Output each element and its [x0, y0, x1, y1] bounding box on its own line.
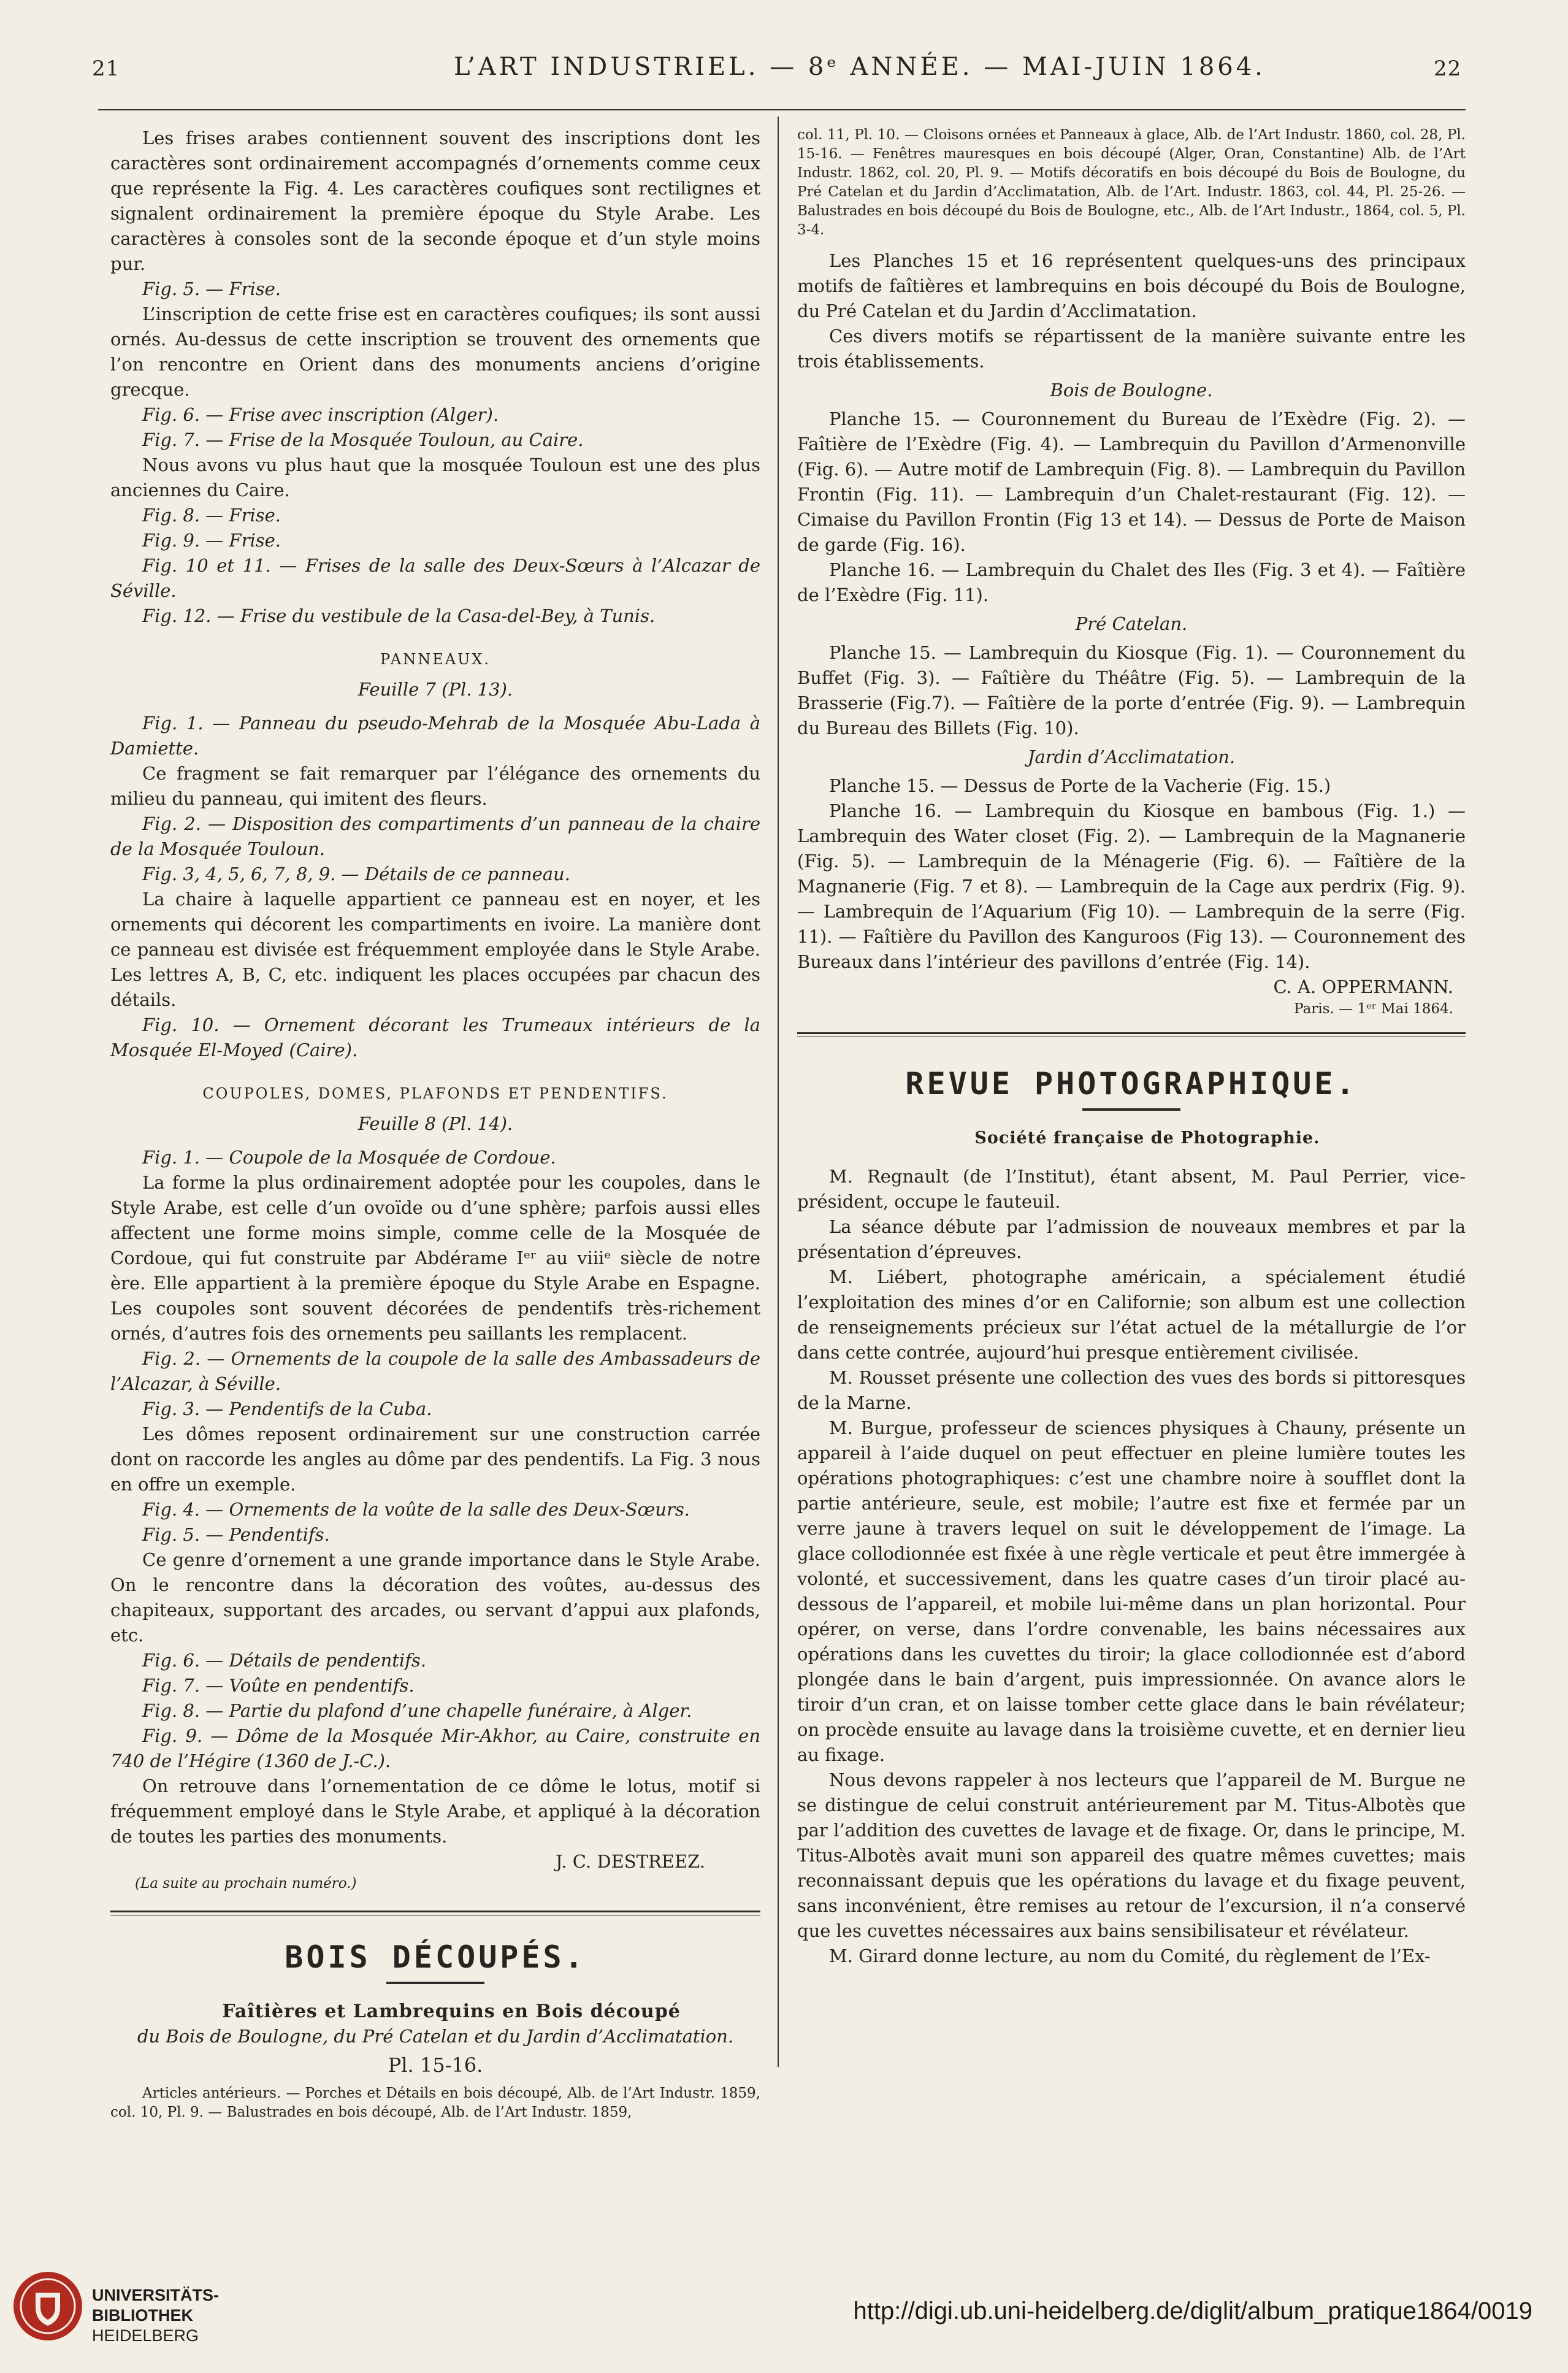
figure-caption: Fig. 6. — Détails de pendentifs.: [142, 1650, 427, 1671]
paragraph: Planche 16. — Lambrequin du Kiosque en bambous (Fig. 1.) — Lambrequin des Water closet (Fig. 2). — Lambrequin de la Magnanerie (Fig. 5). — Lambrequin de la Ménagerie (Fig. 6). — Faîtière de la Magnanerie (Fig. 7 et 8). — Lambrequin de la Cage aux perdrix (Fig. 9). — Lambrequin de l’Aquarium (Fig 10). — Lambrequin de la serre (Fig. 11). — Faîtière du Pavillon des Kanguroos (Fig 13). — Couronnement des Bureaux dans l’intérieur des pavillons d’entrée (Fig. 14).: [797, 800, 1466, 972]
subsection-heading: Pré Catelan.: [1075, 613, 1188, 634]
paragraph: Ce fragment se fait remarquer par l’élégance des ornements du milieu du panneau, qui imitent des ﬂeurs.: [110, 763, 760, 809]
article-subtitle-2: du Bois de Boulogne, du Pré Catelan et du Jardin d’Acclimatation.: [137, 2026, 734, 2047]
figure-caption: Fig. 9. — Frise.: [142, 530, 281, 551]
page-number-right: 22: [1434, 56, 1462, 81]
figure-caption: Fig. 3, 4, 5, 6, 7, 8, 9. — Détails de ce panneau.: [142, 864, 570, 884]
figure-caption: Fig. 1. — Panneau du pseudo-Mehrab de la Mosquée Abu-Lada à Damiette.: [110, 713, 760, 759]
figure-caption: Fig. 7. — Voûte en pendentifs.: [142, 1675, 415, 1696]
plate-reference: Pl. 15-16.: [388, 2053, 483, 2077]
paragraph: Ce genre d’ornement a une grande importance dans le Style Arabe. On le rencontre dans la décoration des voûtes, au-dessus des chapiteaux, supportant des arcades, ou servant d’appui aux plafonds, etc.: [110, 1549, 760, 1646]
article-title: BOIS DÉCOUPÉS.: [285, 1939, 586, 1975]
author-signature: C. A. OPPERMANN.: [1273, 976, 1453, 997]
column-divider: [778, 117, 779, 2067]
title-rule: [386, 1982, 484, 1984]
figure-caption: Fig. 5. — Frise.: [142, 278, 281, 299]
paragraph: M. Girard donne lecture, au nom du Comité, du règlement de l’Ex-: [829, 1946, 1431, 1966]
figure-caption: Fig. 6. — Frise avec inscription (Alger).: [142, 404, 499, 425]
figure-caption: Fig. 10 et 11. — Frises de la salle des Deux-Sœurs à l’Alcazar de Séville.: [110, 555, 760, 601]
dateline: Paris. — 1ᵉʳ Mai 1864.: [1294, 1001, 1453, 1017]
paragraph: M. Burgue, professeur de sciences physiques à Chauny, présente un appareil à l’aide duquel on peut effectuer en pleine lumière toutes les opérations photographiques: c’est une chambre noire à soufﬂet dont la partie antérieure, seule, est mobile; l’autre est ﬁxe et fermée par un verre jaune à travers lequel on suit le développement de l’image. La glace collodionnée est ﬁxée à une règle verticale et peut être immergée à volonté, et successivement, dans les quatre cases d’un tiroir placé au-dessous de l’appareil, et mobile lui-même dans un plan horizontal. Pour opérer, on verse, dans l’ordre convenable, les bains nécessaires aux opérations dans les cuvettes du tiroir; la glace collodionnée est d’abord plongée dans le bain d’argent, puis impressionnée. On avance alors le tiroir d’un cran, et on laisse tomber cette glace dans le bain révélateur; on procède ensuite au lavage dans la troisième cuvette, et en dernier lieu au ﬁxage.: [797, 1417, 1466, 1765]
section-separator: [110, 1911, 760, 1915]
paragraph: L’inscription de cette frise est en caractères couﬁques; ils sont aussi ornés. Au-dessus de cette inscription se trouvent des ornements que l’on rencontre en Orient dans des monuments anciens d’origine grecque.: [110, 304, 760, 400]
section-heading: COUPOLES, DOMES, PLAFONDS ET PENDENTIFS.: [202, 1085, 668, 1102]
library-name-line: BIBLIOTHEK: [92, 2306, 193, 2325]
sheet-label: Feuille 7 (Pl. 13).: [358, 679, 513, 700]
figure-caption: Fig. 3. — Pendentifs de la Cuba.: [142, 1398, 432, 1419]
footer-bar: [0, 2269, 1568, 2373]
running-header: L’ART INDUSTRIEL. — 8ᵉ ANNÉE. — MAI-JUIN 1864.: [454, 53, 1266, 81]
right-column: [797, 126, 1466, 1969]
article-subtitle: Société française de Photographie.: [974, 1129, 1320, 1148]
figure-caption: Fig. 8. — Partie du plafond d’une chapelle funéraire, à Alger.: [142, 1700, 692, 1721]
left-column: [110, 126, 760, 2122]
library-name-line: UNIVERSITÄTS-: [92, 2286, 220, 2304]
permalink-url[interactable]: http://digi.ub.uni-heidelberg.de/diglit/album_pratique1864/0019: [853, 2298, 1532, 2325]
paragraph: M. Regnault (de l’Institut), étant absent, M. Paul Perrier, vice-président, occupe le fauteuil.: [797, 1166, 1466, 1212]
paragraph: La forme la plus ordinairement adoptée pour les coupoles, dans le Style Arabe, est celle d’un ovoïde ou d’une sphère; parfois aussi elles affectent une forme moins simple, comme celle de la Mosquée de Cordoue, qui fut construite par Abdérame Iᵉʳ au viiiᵉ siècle de notre ère. Elle appartient à la première époque du Style Arabe en Espagne. Les coupoles sont souvent décorées de pendentifs très-richement ornés, d’autres fois des ornements peu saillants les remplacent.: [110, 1172, 760, 1344]
paragraph: Planche 15. — Couronnement du Bureau de l’Exèdre (Fig. 2). — Faîtière de l’Exèdre (Fig. 4). — Lambrequin du Pavillon d’Armenonville (Fig. 6). — Autre motif de Lambrequin (Fig. 8). — Lambrequin du Pavillon Frontin (Fig. 11). — Lambrequin d’un Chalet-restaurant (Fig. 12). — Cimaise du Pavillon Frontin (Fig 13 et 14). — Dessus de Porte de Maison de garde (Fig. 16).: [797, 408, 1466, 555]
header-rule: [98, 109, 1466, 110]
page-number-left: 21: [92, 56, 120, 81]
paragraph: Planche 15. — Dessus de Porte de la Vacherie (Fig. 15.): [829, 775, 1331, 796]
paragraph: Planche 16. — Lambrequin du Chalet des Iles (Fig. 3 et 4). — Faîtière de l’Exèdre (Fig. 11).: [797, 559, 1466, 605]
continuation-note: (La suite au prochain numéro.): [135, 1876, 357, 1892]
paragraph: Nous devons rappeler à nos lecteurs que l’appareil de M. Burgue ne se distingue de celui construit antérieurement par M. Titus-Albotès que par l’addition des cuvettes de lavage et de ﬁxage. Or, dans le principe, M. Titus-Albotès avait muni son appareil des quatre mêmes cuvettes; mais reconnaissant depuis que les opérations du lavage et du ﬁxage peuvent, sans inconvénient, être remises au retour de l’excursion, il n’a conservé que les cuvettes nécessaires aux bains sensibilisateur et révélateur.: [797, 1769, 1466, 1941]
section-separator: [797, 1032, 1466, 1037]
paragraph: La séance débute par l’admission de nouveaux membres et par la présentation d’épreuves.: [797, 1216, 1466, 1262]
paragraph: Planche 15. — Lambrequin du Kiosque (Fig. 1). — Couronnement du Buffet (Fig. 3). — Faîtière du Théâtre (Fig. 5). — Lambrequin de la Brasserie (Fig.7). — Faîtière de la porte d’entrée (Fig. 9). — Lambrequin du Bureau des Billets (Fig. 10).: [797, 642, 1466, 738]
title-rule: [1082, 1108, 1180, 1111]
sheet-label: Feuille 8 (Pl. 14).: [358, 1113, 513, 1134]
section-heading: PANNEAUX.: [380, 651, 491, 668]
paragraph: Ces divers motifs se répartissent de la manière suivante entre les trois établissements.: [797, 326, 1466, 372]
library-name-line: HEIDELBERG: [92, 2326, 199, 2345]
paragraph: La chaire à laquelle appartient ce panneau est en noyer, et les ornements qui décorent les compartiments en ivoire. La manière dont ce panneau est divisée est fréquemment employée dans le Style Arabe. Les lettres A, B, C, etc. indiquent les places occupées par chacun des détails.: [110, 889, 760, 1010]
figure-caption: Fig. 12. — Frise du vestibule de la Casa-del-Bey, à Tunis.: [142, 605, 656, 626]
paragraph: M. Liébert, photographe américain, a spécialement étudié l’exploitation des mines d’or en Californie; son album est une collection de renseignements précieux sur l’état actuel de la métallurgie de l’or dans cette contrée, aujourd’hui presque entièrement civilisée.: [797, 1267, 1466, 1363]
article-subtitle: Faîtières et Lambrequins en Bois découpé: [222, 2001, 681, 2022]
figure-caption: Fig. 9. — Dôme de la Mosquée Mir-Akhor, au Caire, construite en 740 de l’Hégire (1360 de J.-C.).: [110, 1725, 760, 1771]
subsection-heading: Jardin d’Acclimatation.: [1027, 746, 1236, 767]
previous-articles: Articles antérieurs. — Porches et Détails en bois découpé, Alb. de l’Art Industr. 1859, col. 10, Pl. 9. — Balustrades en bois découpé, Alb. de l’Art Industr. 1859,: [110, 2085, 760, 2120]
figure-caption: Fig. 10. — Ornement décorant les Trumeaux intérieurs de la Mosquée El-Moyed (Caire).: [110, 1014, 760, 1060]
article-title: REVUE PHOTOGRAPHIQUE.: [905, 1066, 1358, 1102]
figure-caption: Fig. 4. — Ornements de la voûte de la salle des Deux-Sœurs.: [142, 1499, 690, 1520]
figure-caption: Fig. 1. — Coupole de la Mosquée de Cordoue.: [142, 1147, 556, 1168]
figure-caption: Fig. 7. — Frise de la Mosquée Touloun, au Caire.: [142, 429, 584, 450]
figure-caption: Fig. 8. — Frise.: [142, 505, 281, 526]
figure-caption: Fig. 2. — Ornements de la coupole de la salle des Ambassadeurs de l’Alcazar, à Séville.: [110, 1348, 760, 1394]
library-seal-icon: [11, 2269, 85, 2343]
paragraph: On retrouve dans l’ornementation de ce dôme le lotus, motif si fréquemment employé dans le Style Arabe, et appliqué à la décoration de toutes les parties des monuments.: [110, 1776, 760, 1847]
paragraph: Les dômes reposent ordinairement sur une construction carrée dont on raccorde les angles au dôme par des pendentifs. La Fig. 3 nous en offre un exemple.: [110, 1424, 760, 1495]
previous-articles-cont: col. 11, Pl. 10. — Cloisons ornées et Panneaux à glace, Alb. de l’Art Industr. 1860, col. 28, Pl. 15-16. — Fenêtres mauresques en bois découpé (Alger, Oran, Constantine) Alb. de l’Art Industr. 1862, col. 20, Pl. 9. — Motifs décoratifs en bois découpé du Bois de Boulogne, du Pré Catelan et du Jardin d’Acclimatation, Alb. de l’Art. Industr. 1863, col. 44, Pl. 25-26. — Balustrades en bois découpé du Bois de Boulogne, etc., Alb. de l’Art Industr., 1864, col. 5, Pl. 3-4.: [797, 127, 1466, 238]
figure-caption: Fig. 5. — Pendentifs.: [142, 1524, 330, 1545]
library-name: [92, 2285, 219, 2346]
subsection-heading: Bois de Boulogne.: [1050, 380, 1213, 401]
figure-caption: Fig. 2. — Disposition des compartiments d’un panneau de la chaire de la Mosquée Touloun.: [110, 813, 760, 859]
paragraph: Nous avons vu plus haut que la mosquée Touloun est une des plus anciennes du Caire.: [110, 454, 760, 500]
author-signature: J. C. DESTREEZ.: [555, 1851, 705, 1872]
paragraph: M. Rousset présente une collection des vues des bords si pittoresques de la Marne.: [797, 1367, 1466, 1413]
paragraph: Les Planches 15 et 16 représentent quelques-uns des principaux motifs de faîtières et lambrequins en bois découpé du Bois de Boulogne, du Pré Catelan et du Jardin d’Acclimatation.: [797, 250, 1466, 321]
paragraph: Les frises arabes contiennent souvent des inscriptions dont les caractères sont ordinairement accompagnés d’ornements comme ceux que représente la Fig. 4. Les caractères couﬁques sont rectilignes et signalent ordinairement la première époque du Style Arabe. Les caractères à consoles sont de la seconde époque et d’un style moins pur.: [110, 128, 760, 274]
